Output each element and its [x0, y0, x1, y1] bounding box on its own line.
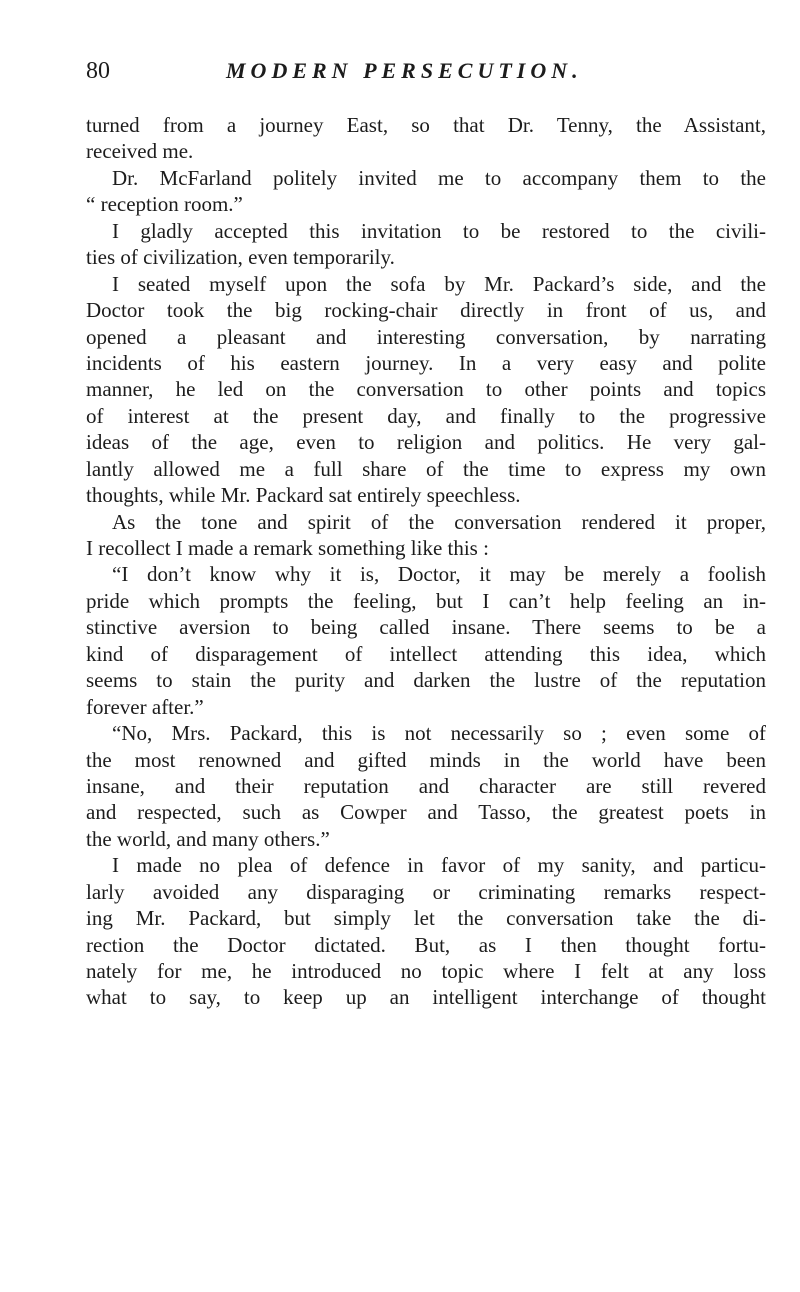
text-line: Dr. McFarland politely invited me to accompany them to the — [112, 165, 766, 190]
text-line: the most renowned and gifted minds in the world have been — [86, 747, 766, 772]
text-line: I gladly accepted this invitation to be restored to the civili- — [112, 218, 766, 243]
text-line: “No, Mrs. Packard, this is not necessarily so ; even some of — [112, 721, 766, 746]
running-title: MODERN PERSECUTION. — [226, 58, 583, 83]
text-line: Doctor took the big rocking-chair directly in front of us, and — [86, 298, 766, 323]
text-line: “I don’t know why it is, Doctor, it may be merely a foolish — [112, 562, 766, 587]
text-line: received me. — [86, 139, 194, 164]
text-line: ties of civilization, even temporarily. — [86, 245, 395, 270]
text-line: manner, he led on the conversation to other points and topics — [86, 377, 766, 402]
text-line: insane, and their reputation and character are still revered — [86, 773, 766, 798]
text-line: larly avoided any disparaging or criminating remarks respect- — [86, 879, 766, 904]
text-line: pride which prompts the feeling, but I can’t help feeling an in- — [86, 588, 766, 613]
text-line: I made no plea of defence in favor of my sanity, and particu- — [112, 853, 766, 878]
text-line: nately for me, he introduced no topic where I felt at any loss — [86, 959, 766, 983]
text-line: the world, and many others.” — [86, 826, 330, 851]
text-line: I seated myself upon the sofa by Mr. Packard’s side, and the — [112, 271, 766, 296]
text-line: ideas of the age, even to religion and politics. He very gal- — [86, 430, 766, 455]
text-line: “ reception room.” — [86, 192, 243, 217]
text-line: stinctive aversion to being called insane. There seems to be a — [86, 615, 766, 640]
body-text — [86, 112, 766, 1011]
text-line: kind of disparagement of intellect attending this idea, which — [86, 641, 766, 666]
text-line: incidents of his eastern journey. In a very easy and polite — [86, 350, 766, 375]
text-line: I recollect I made a remark something like this : — [86, 536, 489, 560]
text-line: of interest at the present day, and finally to the progressive — [86, 403, 766, 428]
text-line: turned from a journey East, so that Dr. Tenny, the Assistant, — [86, 113, 766, 137]
text-line: seems to stain the purity and darken the lustre of the reputation — [86, 668, 766, 693]
text-line: what to say, to keep up an intelligent interchange of thought — [86, 985, 766, 1010]
text-line: ing Mr. Packard, but simply let the conversation take the di- — [86, 906, 766, 931]
text-line: opened a pleasant and interesting conversation, by narrating — [86, 324, 766, 349]
text-line: lantly allowed me a full share of the time to express my own — [86, 456, 766, 481]
text-line: and respected, such as Cowper and Tasso, the greatest poets in — [86, 800, 766, 825]
text-line: As the tone and spirit of the conversation rendered it proper, — [112, 509, 766, 534]
running-head — [86, 58, 766, 88]
text-line: rection the Doctor dictated. But, as I then thought fortu- — [86, 932, 766, 957]
text-line: thoughts, while Mr. Packard sat entirely speechless. — [86, 483, 521, 508]
page-number: 80 — [86, 58, 110, 84]
text-line: forever after.” — [86, 694, 204, 719]
